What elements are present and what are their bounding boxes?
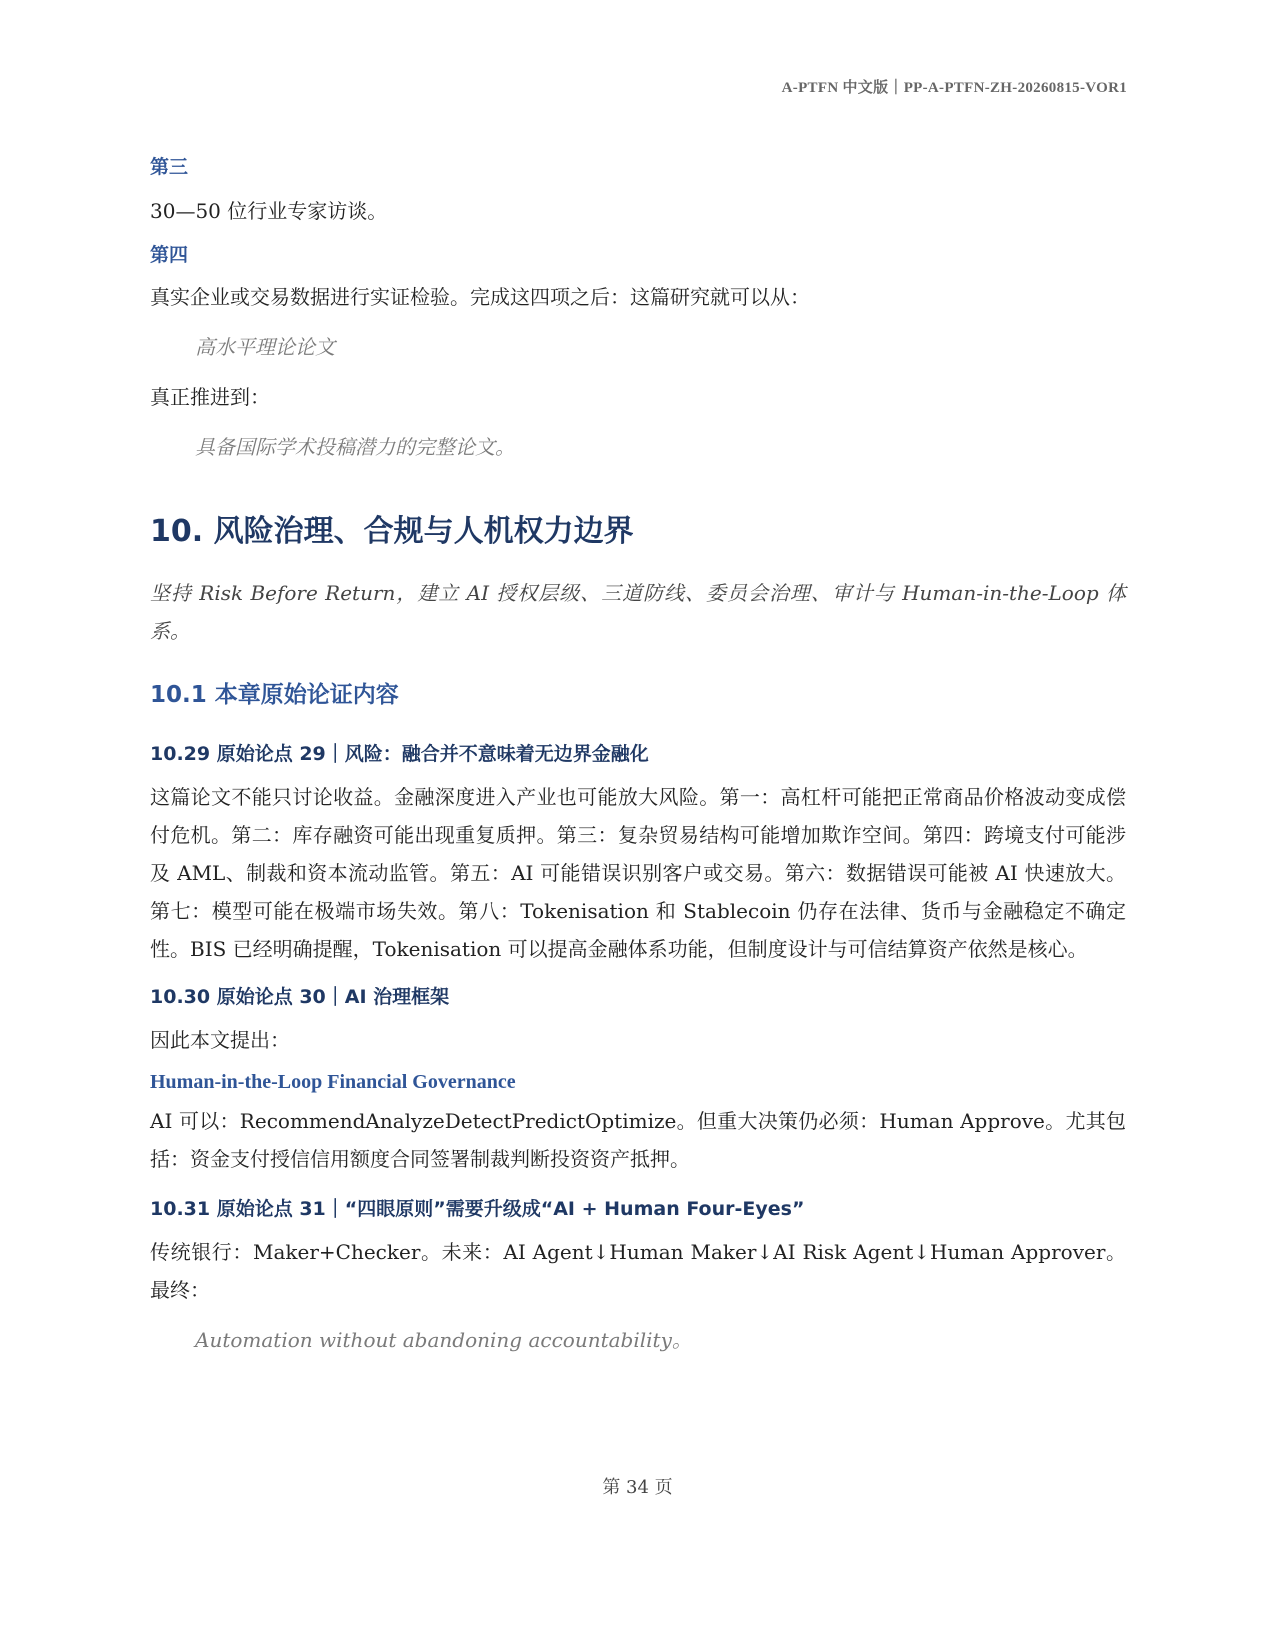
document-header-id: A-PTFN 中文版｜PP-A-PTFN-ZH-20260815-VOR1 (781, 80, 1127, 96)
quote-theory-paper: 高水平理论论文 (195, 335, 335, 359)
section-title: 10.1 本章原始论证内容 (150, 682, 399, 708)
point-30-intro: 因此本文提出： (150, 1028, 290, 1052)
point-29-body: 这篇论文不能只讨论收益。金融深度进入产业也可能放大风险。第一：高杠杆可能把正常商品价格波动变成偿付危机。第二：库存融资可能出现重复质押。第三：复杂贸易结构可能增加欺诈空间。第四：跨境支付可能涉及 AML、制裁和资本流动监管。第五：AI 可能错误识别客户或交易。第六：数据错误可能被 AI 快速放大。第七：模型可能在极端市场失效。第八：Tokenisation 和 Stablecoin 仍存在法律、货币与金融稳定不确定性。BIS 已经明确提醒，Tokenisation 可以提高金融体系功能，但制度设计与可信结算资产依然是核心。 (150, 785, 1126, 961)
chapter-title: 10. 风险治理、合规与人机权力边界 (150, 514, 634, 549)
point-31-body: 传统银行：Maker+Checker。未来：AI Agent↓Human Maker↓AI Risk Agent↓Human Approver。最终： (150, 1240, 1126, 1302)
fourth-label: 第四 (150, 244, 189, 266)
third-text: 30—50 位行业专家访谈。 (150, 199, 388, 223)
point-29-title: 10.29 原始论点 29｜风险：融合并不意味着无边界金融化 (150, 743, 649, 765)
quote-complete-paper: 具备国际学术投稿潜力的完整论文。 (195, 435, 515, 459)
point-30-body: AI 可以：RecommendAnalyzeDetectPredictOptimize。但重大决策仍必须：Human Approve。尤其包括：资金支付授信信用额度合同签署制裁判断投资资产抵押。 (150, 1109, 1126, 1171)
fourth-text: 真实企业或交易数据进行实证检验。完成这四项之后：这篇研究就可以从： (150, 285, 810, 309)
point-31-title: 10.31 原始论点 31｜“四眼原则”需要升级成“AI + Human Four-Eyes” (150, 1198, 805, 1220)
advance-text: 真正推进到： (150, 385, 270, 409)
page-number: 第 34 页 (602, 1477, 673, 1498)
page-content (150, 152, 1126, 1359)
point-30-subheading: Human-in-the-Loop Financial Governance (150, 1071, 516, 1093)
point-30-title: 10.30 原始论点 30｜AI 治理框架 (150, 986, 450, 1008)
point-31-quote: Automation without abandoning accountability。 (195, 1328, 692, 1352)
third-label: 第三 (150, 156, 189, 178)
chapter-lead: 坚持 Risk Before Return，建立 AI 授权层级、三道防线、委员会治理、审计与 Human-in-the-Loop 体系。 (150, 581, 1126, 643)
